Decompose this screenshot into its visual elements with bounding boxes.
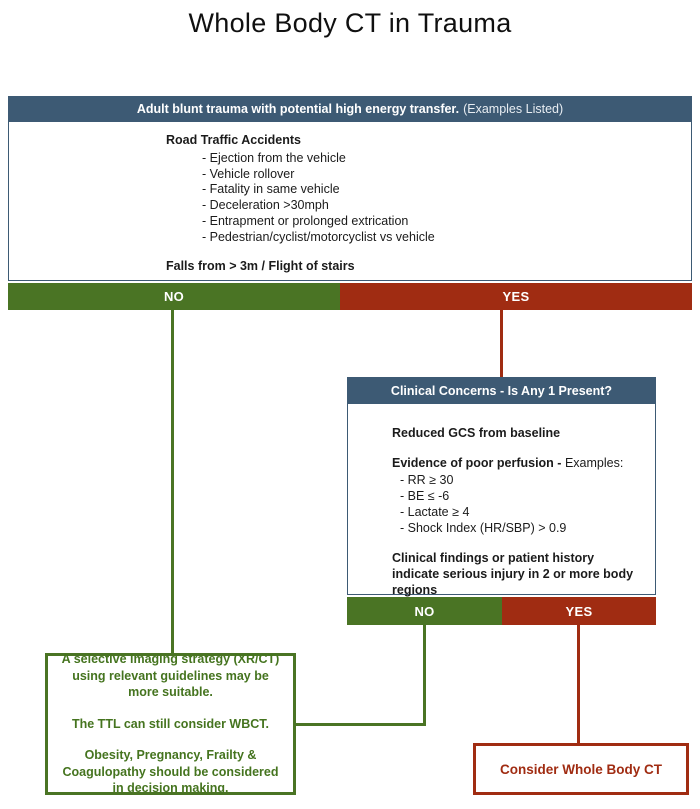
list-item: - Lactate ≥ 4	[400, 505, 470, 519]
selective-imaging-box	[45, 653, 296, 795]
trauma-criteria-header-note: (Examples Listed)	[463, 102, 564, 116]
clinical-findings-line: Clinical findings or patient history indicate serious injury in 2 or more body regions	[392, 551, 634, 597]
trauma-criteria-header-text: Adult blunt trauma with potential high energy transfer.	[136, 102, 460, 116]
connector-no-from-trauma-box	[171, 308, 174, 653]
consider-wbct-box	[473, 743, 689, 795]
clinical-concerns-header-text: Clinical Concerns - Is Any 1 Present?	[390, 383, 613, 398]
road-traffic-accidents-heading: Road Traffic Accidents	[166, 133, 301, 147]
flowchart-title: Whole Body CT in Trauma	[188, 8, 512, 38]
decision-factors-paragraph: Obesity, Pregnancy, Frailty & Coagulopathy should be considered in decision making.	[62, 748, 279, 796]
connector-no-from-clinical-box-vertical	[423, 625, 426, 726]
list-item: - Ejection from the vehicle	[202, 150, 346, 165]
list-item: - Pedestrian/cyclist/motorcyclist vs vehicle	[202, 229, 435, 244]
consider-wbct-label: Consider Whole Body CT	[500, 761, 662, 777]
connector-yes-from-trauma-box	[500, 308, 503, 377]
trauma-criteria-header	[8, 96, 692, 122]
list-item: - BE ≤ -6	[400, 489, 450, 503]
selective-imaging-paragraph: A selective imaging strategy (XR/CT) using relevant guidelines may be more suitable.	[61, 652, 280, 700]
reduced-gcs-line: Reduced GCS from baseline	[392, 426, 561, 440]
connector-no-from-clinical-box-horizontal	[294, 723, 425, 726]
trauma-no-bar: NO	[8, 283, 340, 310]
clinical-decision-bar	[347, 597, 656, 625]
list-item: - Deceleration >30mph	[202, 198, 329, 213]
trauma-criteria-body	[8, 122, 692, 281]
connector-yes-from-clinical-box	[577, 625, 580, 743]
list-item: - Shock Index (HR/SBP) > 0.9	[400, 521, 567, 535]
list-item: - RR ≥ 30	[400, 473, 454, 487]
ttl-consider-wbct-paragraph: The TTL can still consider WBCT.	[71, 716, 269, 731]
poor-perfusion-note: Examples:	[564, 456, 624, 470]
clinical-yes-bar: YES	[502, 597, 656, 625]
poor-perfusion-label: Evidence of poor perfusion -	[392, 456, 562, 470]
clinical-concerns-header	[347, 377, 656, 404]
clinical-concerns-box	[347, 377, 656, 625]
poor-perfusion-line	[392, 455, 643, 471]
list-item: - Vehicle rollover	[202, 166, 295, 181]
trauma-criteria-box	[8, 96, 692, 310]
clinical-concerns-body	[347, 404, 656, 595]
clinical-no-bar: NO	[347, 597, 502, 625]
list-item: - Entrapment or prolonged extrication	[202, 213, 409, 228]
trauma-yes-bar: YES	[340, 283, 692, 310]
trauma-decision-bar	[8, 283, 692, 310]
falls-criteria-line: Falls from > 3m / Flight of stairs	[166, 258, 355, 273]
list-item: - Fatality in same vehicle	[202, 182, 340, 197]
